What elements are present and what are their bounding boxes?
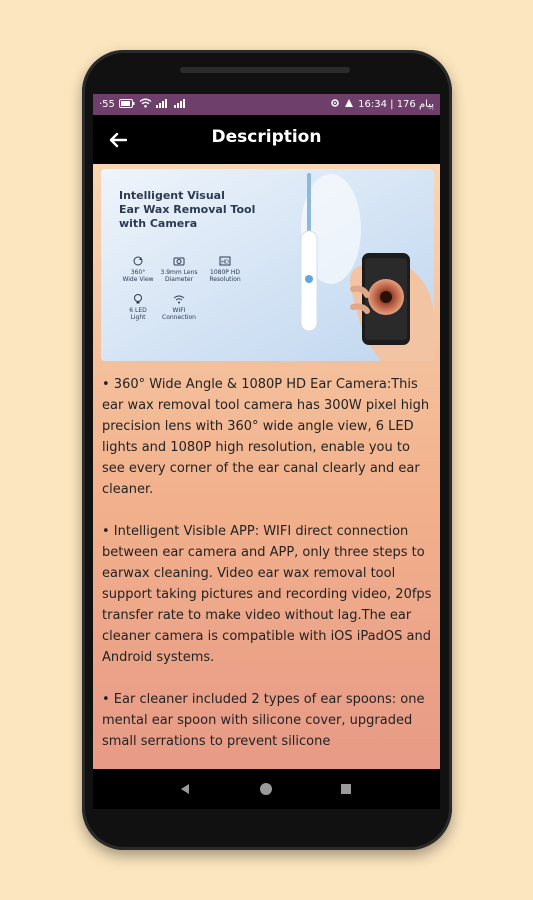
feature-wifi: [155, 293, 203, 321]
feature-hd: [201, 255, 249, 283]
signal-icon-1: [156, 99, 170, 111]
signal-icon-2: [174, 99, 188, 111]
hd-icon: [219, 255, 231, 267]
feature-label: 360° Wide View: [122, 269, 154, 283]
nav-recents-button[interactable]: [338, 781, 354, 797]
feature-label: 1080P HD Resolution: [209, 269, 241, 283]
wifi-icon: [173, 293, 185, 305]
navigation-bar: [93, 769, 440, 809]
app-bar: [93, 115, 440, 164]
description-paragraph: • Intelligent Visible APP: WIFI direct connection between ear camera and APP, only three steps to earwax cleaning. Video ear wax removal tool support taking pictures and recording video, 20fps transfer rate to make video without lag.The ear cleaner camera is compatible with iOS iPadOS and Android systems.: [102, 524, 432, 665]
circle-home-icon: [258, 781, 274, 797]
product-headline: Intelligent Visual Ear Wax Removal Tool with Camera: [119, 189, 256, 230]
nav-back-button[interactable]: [177, 781, 193, 797]
camera-icon: [173, 255, 185, 267]
description-paragraph: • 360° Wide Angle & 1080P HD Ear Camera:This ear wax removal tool camera has 300W pixel high precision lens with 360° wide angle view, 6 LED lights and 1080P high resolution, enable you to see every corner of the ear canal clearly and ear cleaner.: [102, 377, 430, 497]
feature-label: 6 LED Light: [129, 307, 147, 321]
nav-home-button[interactable]: [258, 781, 274, 797]
bulb-icon: [132, 293, 144, 305]
status-left-text: ·55: [99, 99, 115, 110]
product-image: [101, 169, 434, 361]
feature-label: WIFI Connection: [162, 307, 196, 321]
svg-text:HD: HD: [221, 259, 229, 266]
page-title: Description: [211, 127, 322, 147]
rotate-icon: [132, 255, 144, 267]
status-right-text: پیام 176 | 16:34: [358, 99, 434, 110]
notification-icon: [344, 98, 354, 111]
content-area[interactable]: [93, 164, 440, 769]
triangle-back-icon: [177, 781, 193, 797]
status-bar: [93, 94, 440, 115]
wifi-status-icon: [139, 98, 152, 111]
gear-icon: [330, 98, 340, 111]
phone-speaker: [180, 67, 350, 73]
description-paragraph: • Ear cleaner included 2 types of ear spoons: one mental ear spoon with silicone cover, upgraded small serrations to prevent silicone: [102, 692, 425, 749]
feature-lens: [155, 255, 203, 283]
screen: [93, 94, 440, 769]
square-recents-icon: [338, 781, 354, 797]
battery-icon: [119, 99, 135, 111]
description-text: [102, 374, 434, 769]
feature-label: 3.9mm Lens Diameter: [160, 269, 198, 283]
